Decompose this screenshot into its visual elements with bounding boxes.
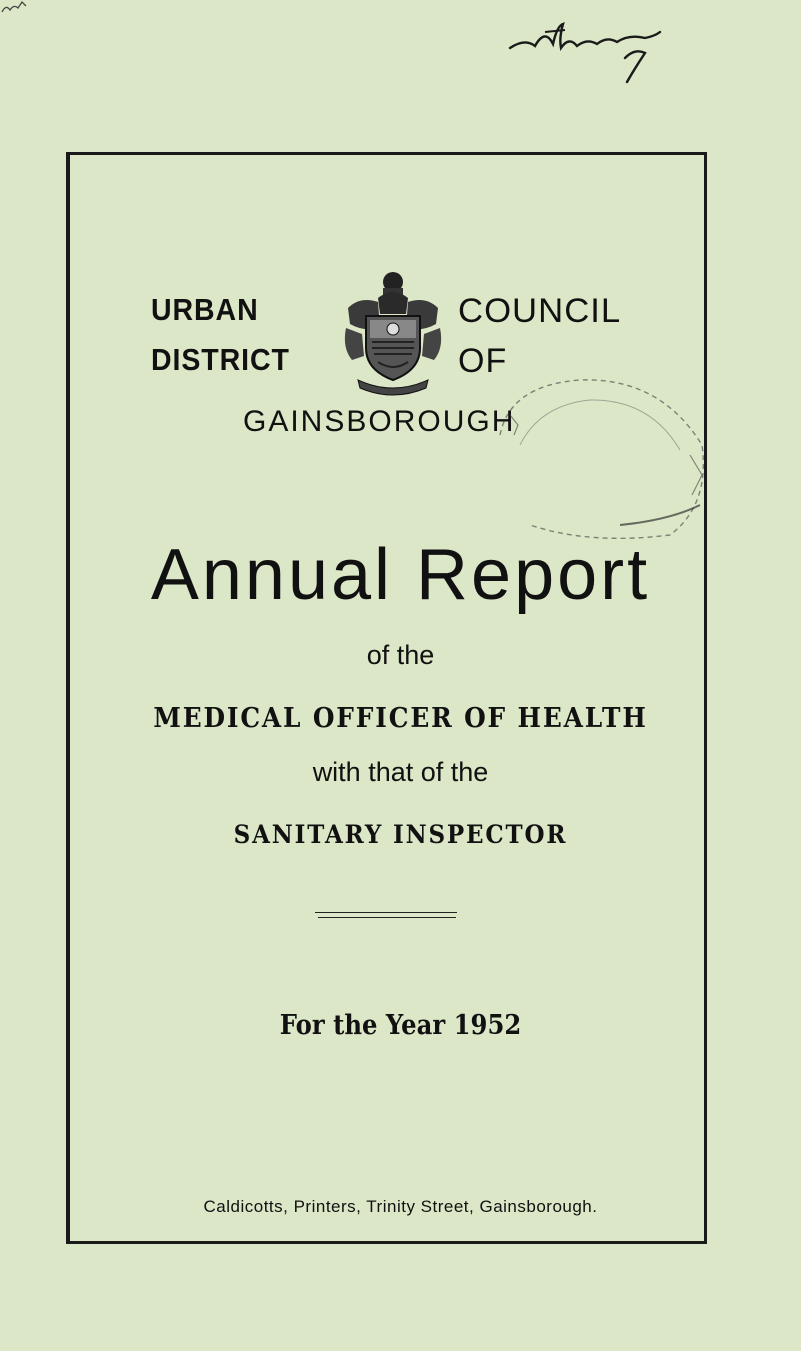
- borough-crest-icon: [340, 268, 446, 398]
- divider-rule-bottom: [318, 917, 456, 918]
- header-of: OF: [458, 342, 508, 380]
- of-the-text: of the: [366, 640, 435, 670]
- divider-rule-top: [315, 912, 457, 913]
- header-town: GAINSBOROUGH: [243, 405, 516, 438]
- corner-mark-icon: [0, 0, 40, 20]
- handwritten-annotation-icon: [505, 18, 665, 88]
- sanitary-inspector-heading: SANITARY INSPECTOR: [233, 820, 568, 849]
- header-urban: URBAN: [151, 292, 259, 327]
- library-stamp-icon: [470, 355, 715, 545]
- printer-imprint: Caldicotts, Printers, Trinity Street, Gainsborough.: [203, 1197, 598, 1216]
- year-line: For the Year 1952: [279, 1010, 522, 1041]
- with-that-text: with that of the: [312, 757, 489, 787]
- header-council: COUNCIL: [458, 292, 622, 330]
- medical-officer-heading: MEDICAL OFFICER OF HEALTH: [153, 703, 648, 734]
- report-title: Annual Report: [150, 535, 651, 615]
- header-district: DISTRICT: [151, 342, 290, 377]
